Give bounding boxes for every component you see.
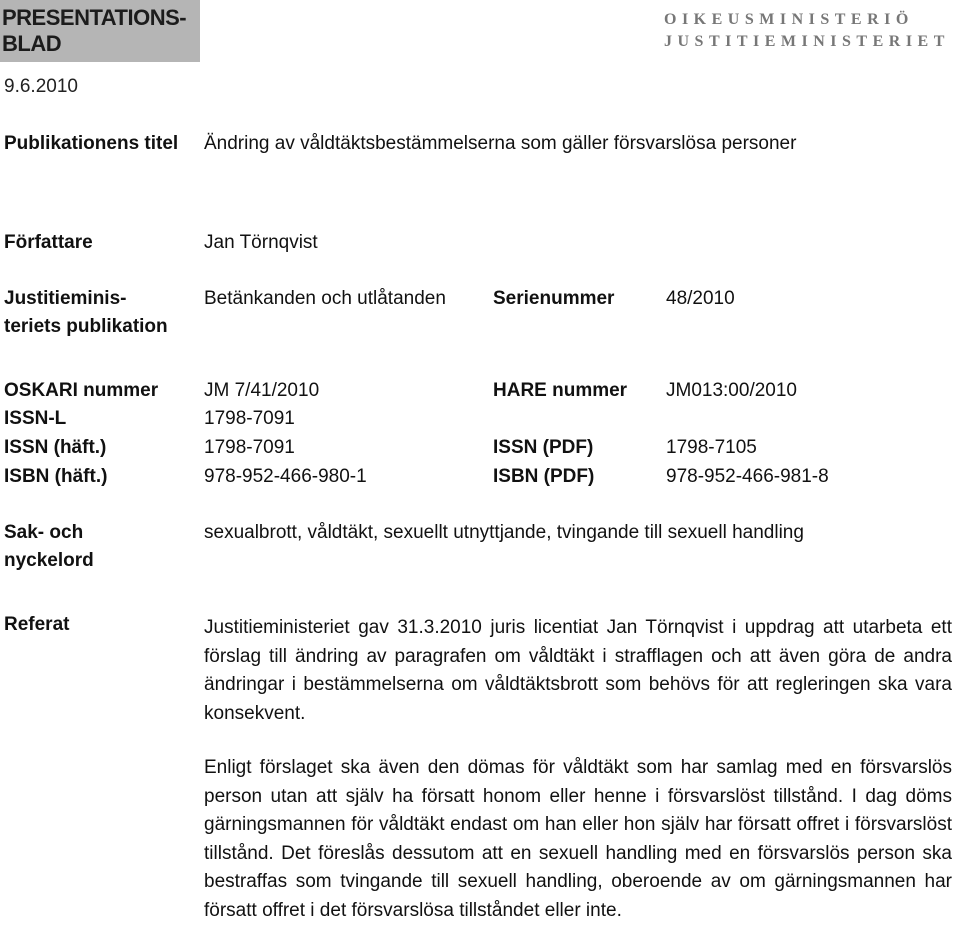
- publication-value: Betänkanden och utlåtanden: [204, 288, 446, 309]
- title-value: Ändring av våldtäktsbestämmelserna som gäller försvarslösa personer: [204, 133, 797, 154]
- keywords-label: Sak- och nyckelord: [4, 522, 94, 571]
- issn-l-label: ISSN-L: [4, 408, 67, 429]
- author-value: Jan Törnqvist: [204, 232, 318, 253]
- author-label: Författare: [4, 232, 93, 253]
- abstract-paragraph-1: Justitieministeriet gav 31.3.2010 juris licentiat Jan Törnqvist i uppdrag att utarbeta ett förslag till ändring av paragrafen om våldtäkt i strafflagen och att även göra de andra ändringar i bestämmelserna om våldtäktsbrott som behövs för att regleringen ska vara konsekvent.: [204, 617, 952, 724]
- abstract-paragraph-2: Enligt förslaget ska även den dömas för våldtäkt som har samlag med en försvarslös person utan att själv ha försatt honom eller henne i försvarslöst tillstånd. I dag döms gärningsmannen för våldtäkt endast om han eller hon själv har försatt offret i försvarslöst tillstånd. Det föreslås dessutom att en sexuell handling med en försvarslös person ska bestraffas som tvingande till sexuell handling, oberoende av om gärningsmannen har försatt offret i det försvarslösa tillståndet eller inte.: [204, 757, 952, 921]
- isbn-pdf-label: ISBN (PDF): [493, 466, 595, 487]
- series-value: 48/2010: [666, 288, 735, 309]
- ministry-name-sv: JUSTITIEMINISTERIET: [664, 33, 950, 50]
- title-label: Publikationens titel: [4, 133, 179, 154]
- isbn-pdf-value: 978-952-466-981-8: [666, 466, 829, 487]
- issn-pdf-label: ISSN (PDF): [493, 437, 594, 458]
- series-label: Serienummer: [493, 288, 615, 309]
- hare-value: JM013:00/2010: [666, 380, 797, 401]
- issn-print-value: 1798-7091: [204, 437, 295, 458]
- issn-l-value: 1798-7091: [204, 408, 295, 429]
- issn-print-label: ISSN (häft.): [4, 437, 107, 458]
- brand-line-1: PRESENTATIONS-: [2, 5, 187, 30]
- ministry-name-fi: OIKEUSMINISTERIÖ: [664, 11, 914, 28]
- oskari-label: OSKARI nummer: [4, 380, 159, 401]
- brand-block: [0, 0, 200, 62]
- isbn-print-label: ISBN (häft.): [4, 466, 108, 487]
- issn-pdf-value: 1798-7105: [666, 437, 757, 458]
- isbn-print-value: 978-952-466-980-1: [204, 466, 367, 487]
- publication-label: Justitieminis-teriets publikation: [4, 288, 168, 337]
- keywords-value: sexualbrott, våldtäkt, sexuellt utnyttjande, tvingande till sexuell handling: [204, 522, 804, 543]
- brand-line-2: BLAD: [2, 31, 62, 56]
- hare-label: HARE nummer: [493, 380, 628, 401]
- oskari-value: JM 7/41/2010: [204, 380, 320, 401]
- abstract-label: Referat: [4, 614, 70, 635]
- publication-date: 9.6.2010: [4, 76, 78, 97]
